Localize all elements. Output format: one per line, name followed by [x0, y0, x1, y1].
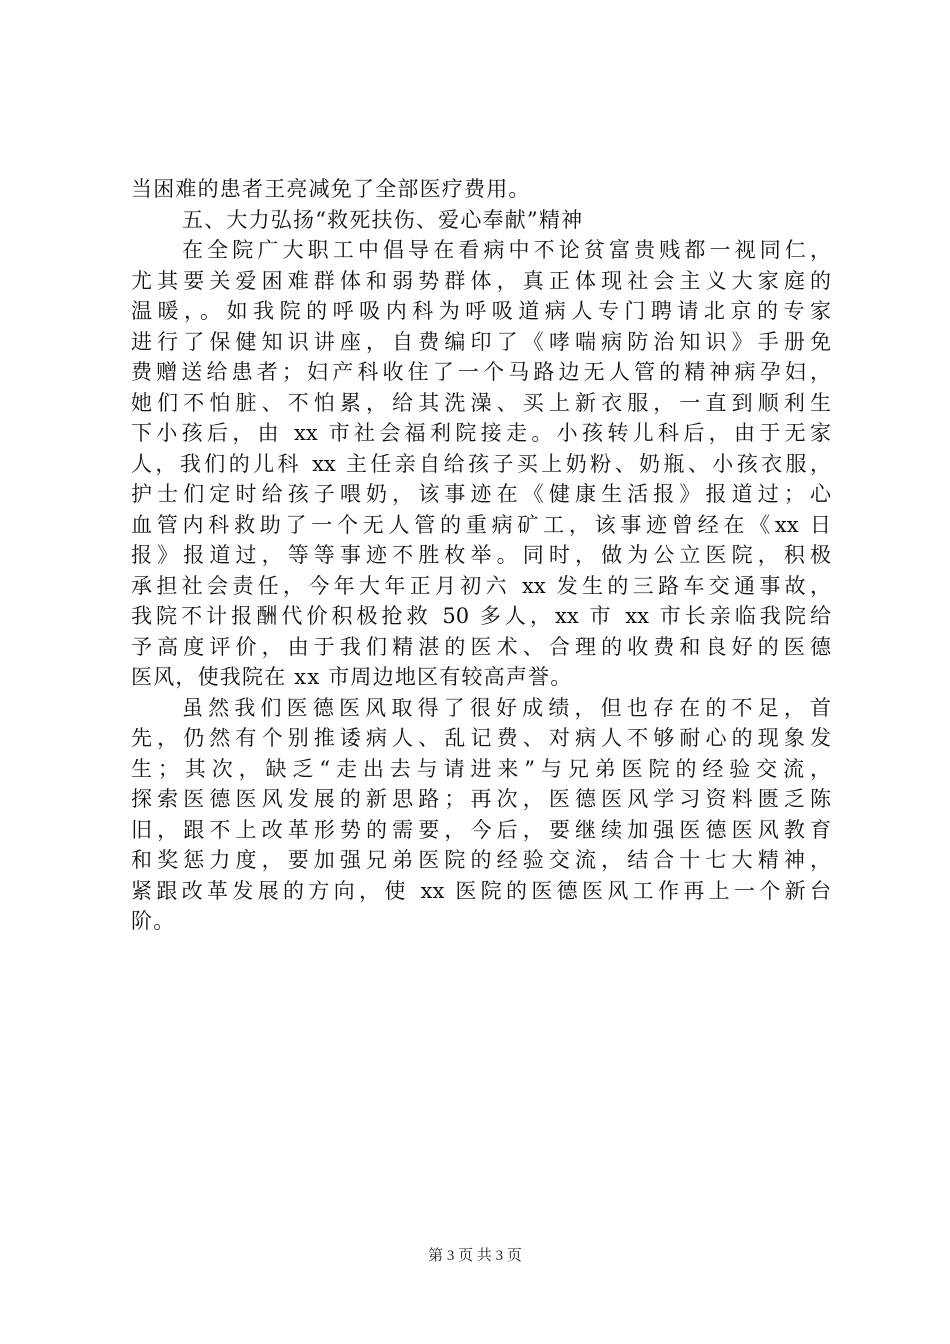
text-line: 虽然我们医德医风取得了很好成绩，但也存在的不足，首 — [182, 695, 831, 720]
body-text — [131, 174, 831, 937]
text-line: 护士们定时给孩子喂奶，该事迹在《健康生活报》报道过；心 — [131, 482, 831, 506]
page-footer: 第 3 页 共 3 页 — [428, 1248, 522, 1264]
section-heading: 五、大力弘扬“救死扶伤、爱心奉献”精神 — [182, 207, 584, 232]
text-line: 探索医德医风发展的新思路；再次，医德医风学习资料匮乏陈 — [131, 787, 831, 811]
text-line: 血管内科救助了一个无人管的重病矿工，该事迹曾经在《xx 日 — [131, 512, 831, 537]
text-line: 我院不计报酬代价积极抢救 50 多人，xx 市 xx 市长亲临我院给 — [131, 604, 831, 628]
text-line: 承担社会责任，今年大年正月初六 xx 发生的三路车交通事故， — [131, 573, 831, 598]
text-line: 进行了保健知识讲座，自费编印了《哮喘病防治知识》手册免 — [131, 329, 831, 354]
text-line: 她们不怕脏、不怕累，给其洗澡、买上新衣服，一直到顺利生 — [131, 390, 831, 415]
text-line: 温暖，。如我院的呼吸内科为呼吸道病人专门聘请北京的专家 — [131, 299, 831, 323]
text-line: 下小孩后，由 xx 市社会福利院接走。小孩转儿科后，由于无家 — [131, 421, 831, 445]
text-line: 尤其要关爱困难群体和弱势群体，真正体现社会主义大家庭的 — [131, 268, 831, 293]
text-line: 和奖惩力度，要加强兄弟医院的经验交流，结合十七大精神， — [131, 848, 831, 872]
text-line: 人，我们的儿科 xx 主任亲自给孩子买上奶粉、奶瓶、小孩衣服， — [131, 451, 831, 476]
text-line: 在全院广大职工中倡导在看病中不论贫富贵贱都一视同仁， — [182, 238, 831, 262]
text-line: 予高度评价，由于我们精湛的医术、合理的收费和良好的医德 — [131, 634, 831, 659]
text-line: 旧，跟不上改革形势的需要，今后，要继续加强医德医风教育 — [131, 817, 831, 842]
text-line: 先，仍然有个别推诿病人、乱记费、对病人不够耐心的现象发 — [131, 726, 831, 750]
text-line: 医风，使我院在 xx 市周边地区有较高声誉。 — [131, 665, 573, 689]
text-line: 当困难的患者王亮减免了全部医疗费用。 — [131, 177, 531, 201]
text-line: 费赠送给患者；妇产科收住了一个马路边无人管的精神病孕妇， — [131, 360, 831, 384]
text-line: 生；其次，缺乏“走出去与请进来”与兄弟医院的经验交流， — [131, 756, 831, 781]
text-line: 报》报道过，等等事迹不胜枚举。同时，做为公立医院，积极 — [131, 543, 831, 567]
text-line: 紧跟改革发展的方向，使 xx 医院的医德医风工作再上一个新台 — [131, 878, 831, 903]
text-line: 阶。 — [131, 909, 176, 933]
